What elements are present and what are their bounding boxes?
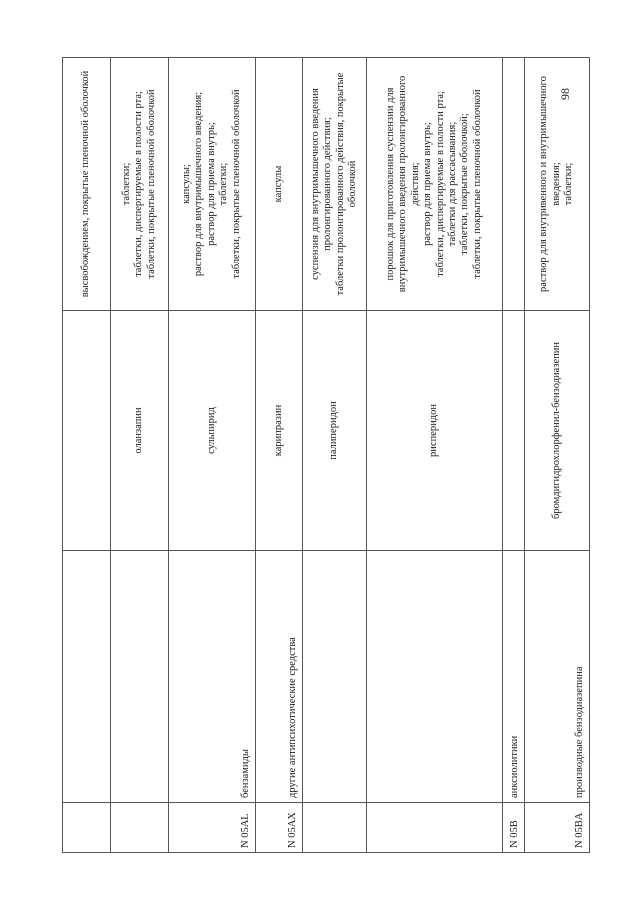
dosage-form-line: таблетки, диспергируемые в полости рта; xyxy=(133,91,145,277)
dosage-forms xyxy=(503,58,525,311)
dosage-form-line: высвобождением, покрытые пленочной оболочкой xyxy=(80,70,92,298)
atc-code xyxy=(367,803,503,853)
atc-code xyxy=(63,803,111,853)
dosage-form-line: таблетки; xyxy=(218,162,230,206)
medicines-table xyxy=(62,57,590,853)
dosage-form-line: таблетки, диспергируемые в полости рта; xyxy=(434,91,446,277)
atc-code: N 05B xyxy=(503,803,525,853)
dosage-form-line: таблетки, покрытые оболочкой; xyxy=(459,113,471,255)
table-row xyxy=(503,58,525,853)
atc-group xyxy=(63,551,111,803)
dosage-form-line: таблетки; xyxy=(120,162,132,206)
atc-code: N 05BA xyxy=(525,803,590,853)
dosage-forms xyxy=(111,58,169,311)
drug-name: рисперидон xyxy=(367,311,503,551)
atc-group xyxy=(367,551,503,803)
drug-name: сульпирид xyxy=(169,311,256,551)
atc-code xyxy=(303,803,367,853)
dosage-forms xyxy=(367,58,503,311)
dosage-form-line: раствор для приема внутрь; xyxy=(422,122,434,246)
drug-name: бромдигидрохлорфенил-бензодиазепин xyxy=(525,311,590,551)
dosage-form-line: суспензия для внутримышечного введения пролонгированного действия; xyxy=(309,88,334,280)
dosage-forms xyxy=(169,58,256,311)
atc-group xyxy=(303,551,367,803)
atc-code: N 05AL xyxy=(169,803,256,853)
dosage-form-line: капсулы; xyxy=(181,164,193,204)
dosage-form-line: раствор для внутривенного и внутримышечного введения; xyxy=(538,76,562,292)
drug-name: карипразин xyxy=(256,311,303,551)
table-row xyxy=(367,58,503,853)
atc-group: другие антипсихотические средства xyxy=(256,551,303,803)
atc-code xyxy=(111,803,169,853)
dosage-form-line: таблетки; xyxy=(563,162,575,206)
dosage-form-line: порошок для приготовления суспензии для внутримышечного введения пролонгированного действия; xyxy=(385,75,421,293)
dosage-form-line: раствор для приема внутрь; xyxy=(205,122,217,246)
table-row xyxy=(525,58,590,853)
drug-name: палиперидон xyxy=(303,311,367,551)
dosage-forms xyxy=(63,58,111,311)
dosage-forms xyxy=(303,58,367,311)
table-row xyxy=(111,58,169,853)
drug-name xyxy=(63,311,111,551)
atc-group: производные бензодиазепина xyxy=(525,551,590,803)
dosage-form-line: таблетки для рассасывания; xyxy=(446,121,458,247)
atc-code: N 05AX xyxy=(256,803,303,853)
table-row xyxy=(169,58,256,853)
page-number: 98 xyxy=(558,88,572,100)
atc-group: анксиолитики xyxy=(503,551,525,803)
table-row xyxy=(303,58,367,853)
atc-group xyxy=(111,551,169,803)
dosage-forms xyxy=(256,58,303,311)
table-row xyxy=(63,58,111,853)
table-row xyxy=(256,58,303,853)
atc-group: бензамиды xyxy=(169,551,256,803)
drug-name: оланзапин xyxy=(111,311,169,551)
dosage-form-line: таблетки, покрытые пленочной оболочкой xyxy=(230,89,242,279)
drug-name xyxy=(503,311,525,551)
dosage-form-line: раствор для внутримышечного введения; xyxy=(193,91,205,277)
dosage-form-line: таблетки, покрытые пленочной оболочкой xyxy=(145,89,157,279)
dosage-forms xyxy=(525,58,590,311)
dosage-form-line: таблетки пролонгированного действия, покрытые оболочкой xyxy=(334,72,358,296)
dosage-form-line: капсулы xyxy=(272,165,284,203)
dosage-form-line: таблетки, покрытые пленочной оболочкой xyxy=(471,89,483,279)
